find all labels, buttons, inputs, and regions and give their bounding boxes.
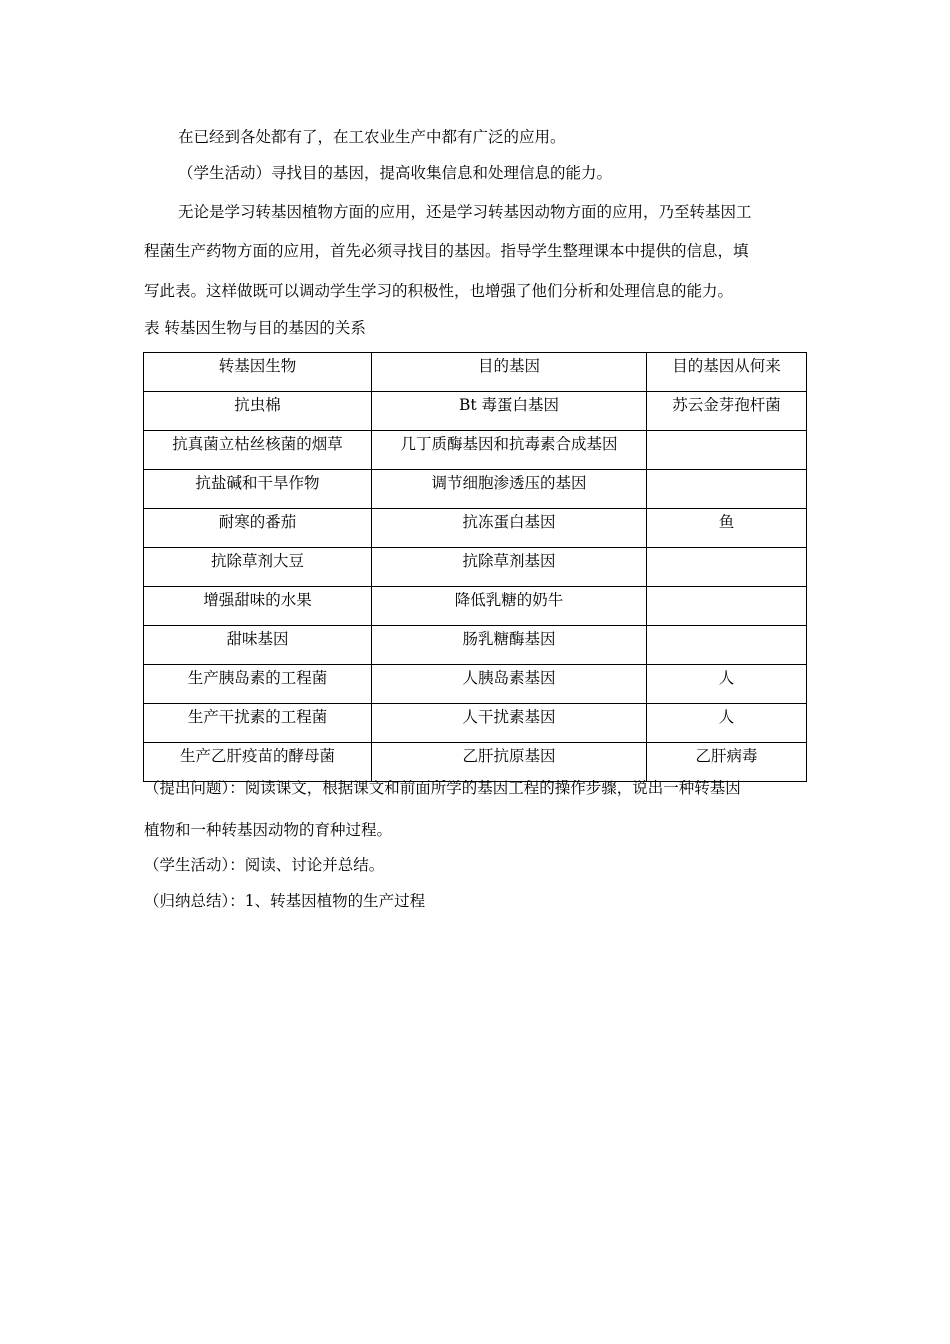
table-cell-organism: 生产胰岛素的工程菌 — [144, 665, 372, 704]
table-row — [144, 626, 807, 665]
paragraph-intro: 在已经到各处都有了，在工农业生产中都有广泛的应用。 — [178, 128, 566, 146]
table-cell-target-gene: 抗除草剂基因 — [372, 548, 647, 587]
question-line-1: （提出问题）：阅读课文，根据课文和前面所学的基因工程的操作步骤，说出一种转基因 — [144, 779, 741, 797]
table-cell-organism: 生产乙肝疫苗的酵母菌 — [144, 743, 372, 782]
table-cell-target-gene: 人胰岛素基因 — [372, 665, 647, 704]
header-cell-organism: 转基因生物 — [144, 353, 372, 392]
table-cell-gene-source — [647, 431, 807, 470]
table-cell-organism: 耐寒的番茄 — [144, 509, 372, 548]
table-row — [144, 509, 807, 548]
header-cell-target-gene: 目的基因 — [372, 353, 647, 392]
table-cell-organism: 生产干扰素的工程菌 — [144, 704, 372, 743]
table-row — [144, 548, 807, 587]
table-cell-gene-source: 苏云金芽孢杆菌 — [647, 392, 807, 431]
table-cell-target-gene: 抗冻蛋白基因 — [372, 509, 647, 548]
table-cell-gene-source — [647, 470, 807, 509]
table-cell-target-gene: 肠乳糖酶基因 — [372, 626, 647, 665]
table-cell-gene-source: 鱼 — [647, 509, 807, 548]
header-cell-gene-source: 目的基因从何来 — [647, 353, 807, 392]
table-row — [144, 587, 807, 626]
summary-line: （归纳总结）：1、转基因植物的生产过程 — [144, 892, 426, 910]
table-cell-organism: 抗盐碱和干旱作物 — [144, 470, 372, 509]
paragraph-body-line-1: 无论是学习转基因植物方面的应用，还是学习转基因动物方面的应用，乃至转基因工 — [178, 203, 752, 221]
table-cell-organism: 抗真菌立枯丝核菌的烟草 — [144, 431, 372, 470]
paragraph-body-line-2: 程菌生产药物方面的应用，首先必须寻找目的基因。指导学生整理课本中提供的信息，填 — [144, 242, 749, 260]
student-activity-line: （学生活动）：阅读、讨论并总结。 — [144, 856, 385, 874]
table-row — [144, 704, 807, 743]
gene-table — [143, 352, 807, 782]
table-cell-organism: 甜味基因 — [144, 626, 372, 665]
table-cell-organism: 抗虫棉 — [144, 392, 372, 431]
question-line-2: 植物和一种转基因动物的育种过程。 — [144, 821, 393, 839]
table-row — [144, 392, 807, 431]
table-row — [144, 470, 807, 509]
table-row — [144, 743, 807, 782]
table-cell-target-gene: Bt 毒蛋白基因 — [372, 392, 647, 431]
table-cell-organism: 抗除草剂大豆 — [144, 548, 372, 587]
table-cell-gene-source — [647, 626, 807, 665]
paragraph-body-line-3: 写此表。这样做既可以调动学生学习的积极性，也增强了他们分析和处理信息的能力。 — [144, 282, 734, 300]
table-cell-target-gene: 几丁质酶基因和抗毒素合成基因 — [372, 431, 647, 470]
table-cell-target-gene: 乙肝抗原基因 — [372, 743, 647, 782]
table-row — [144, 431, 807, 470]
table-cell-gene-source: 乙肝病毒 — [647, 743, 807, 782]
table-cell-target-gene: 降低乳糖的奶牛 — [372, 587, 647, 626]
table-cell-target-gene: 调节细胞渗透压的基因 — [372, 470, 647, 509]
table-cell-gene-source — [647, 548, 807, 587]
paragraph-student-activity: （学生活动）寻找目的基因，提高收集信息和处理信息的能力。 — [178, 164, 613, 182]
table-row — [144, 665, 807, 704]
table-cell-target-gene: 人干扰素基因 — [372, 704, 647, 743]
table-header-row — [144, 353, 807, 392]
table-cell-organism: 增强甜味的水果 — [144, 587, 372, 626]
table-cell-gene-source: 人 — [647, 704, 807, 743]
table-cell-gene-source — [647, 587, 807, 626]
table-caption: 表 转基因生物与目的基因的关系 — [144, 319, 366, 337]
table-cell-gene-source: 人 — [647, 665, 807, 704]
